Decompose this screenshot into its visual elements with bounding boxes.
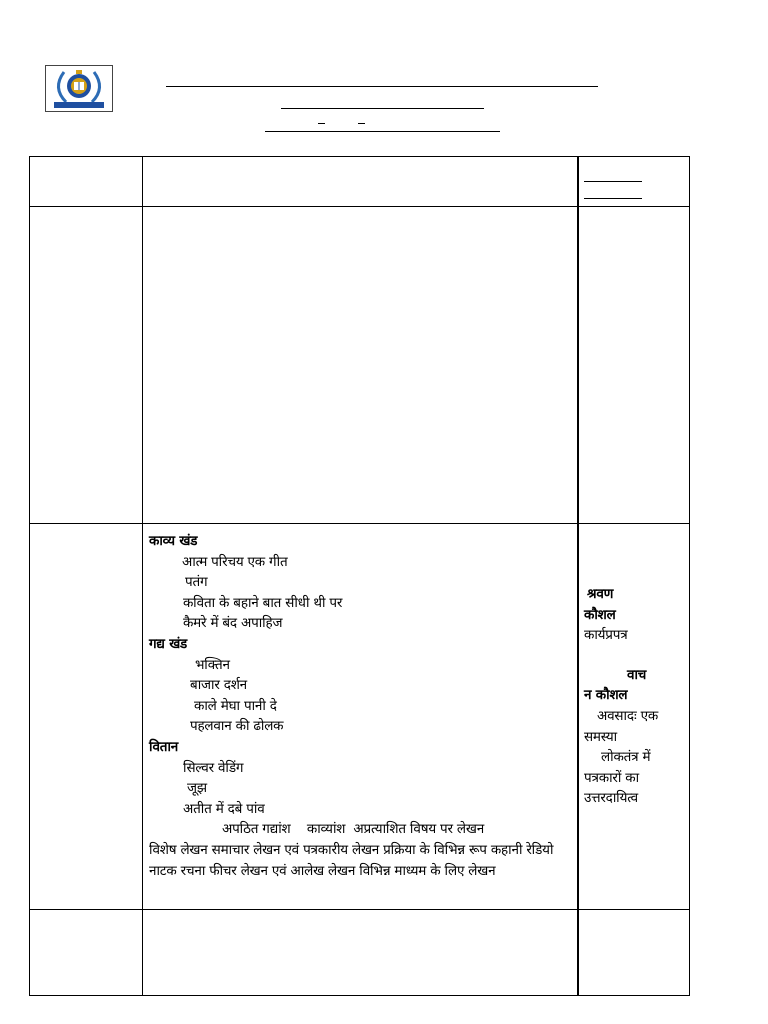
header-line-2 xyxy=(281,108,484,109)
reading-skill-item-1: अवसादः एक समस्या xyxy=(584,707,659,745)
activities-column xyxy=(584,584,684,809)
header-cell-line-1 xyxy=(584,181,642,182)
list-item: बाजार दर्शन xyxy=(190,677,247,694)
list-item: जूझ xyxy=(187,780,207,797)
table-row-divider-2 xyxy=(29,523,690,524)
section-heading-prose: गद्य खंड xyxy=(149,635,188,652)
table-col-divider-2 xyxy=(577,156,579,996)
list-item: भक्तिन xyxy=(195,656,230,673)
listening-skill-title: श्रवण कौशल xyxy=(584,586,616,623)
syllabus-content xyxy=(149,531,574,881)
reading-skill-title-2: न कौशल xyxy=(584,687,628,704)
section-heading-poetry: काव्य खंड xyxy=(149,533,198,549)
table-row-divider-1 xyxy=(29,206,690,207)
listening-skill-item: कार्यप्रपत्र xyxy=(584,627,628,644)
list-item: कविता के बहाने बात सीधी थी पर xyxy=(183,594,343,611)
list-item: कैमरे में बंद अपाहिज xyxy=(183,615,283,632)
header-line-3 xyxy=(265,131,500,132)
school-logo xyxy=(45,65,113,112)
header-dash-2 xyxy=(358,123,365,124)
table-row-divider-3 xyxy=(29,909,690,910)
header-dash-1 xyxy=(318,123,325,124)
reading-skill-item-2: लोकतंत्र में पत्रकारों का उत्तरदायित्व xyxy=(584,749,651,807)
list-item: आत्म परिचय एक गीत xyxy=(182,553,288,570)
table-col-divider-1 xyxy=(142,156,143,996)
writing-topics-paragraph: विशेष लेखन समाचार लेखन एवं पत्रकारीय लेखन प्रक्रिया के विभिन्न रूप कहानी रेडियो नाटक रचना फीचर लेखन एवं आलेख लेखन विभिन्न माध्यम के लिए लेखन xyxy=(149,841,554,879)
list-item: पतंग xyxy=(185,574,208,591)
list-item: काले मेघा पानी दे xyxy=(194,697,277,714)
reading-skill-title-1: वाच xyxy=(627,666,647,683)
list-item: सिल्वर वेडिंग xyxy=(183,759,244,776)
list-item: अतीत में दबे पांव xyxy=(183,800,265,817)
header-line-1 xyxy=(166,86,598,87)
list-item: पहलवान की ढोलक xyxy=(190,718,284,735)
section-heading-vitan: वितान xyxy=(149,738,179,755)
writing-topics-line: अपठित गद्यांश काव्यांश अप्रत्याशित विषय पर लेखन xyxy=(222,821,485,838)
header-cell-line-2 xyxy=(584,198,642,199)
school-emblem-icon xyxy=(46,66,112,111)
